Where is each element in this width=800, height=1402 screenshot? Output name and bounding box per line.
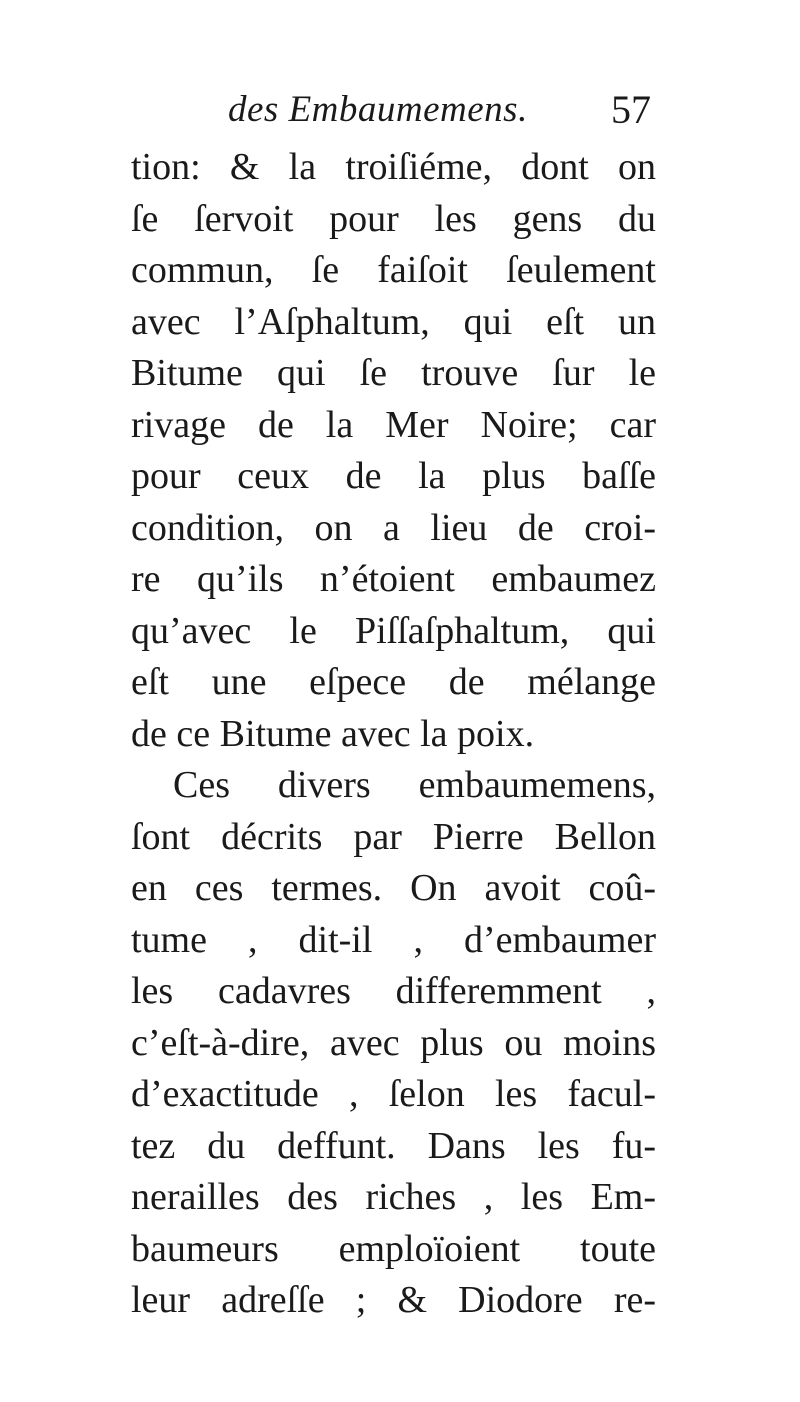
text-line: baumeurs emploïoient toute [131, 1227, 656, 1270]
text-line: re qu’ils n’étoient embaumez [131, 558, 656, 600]
text-line: rivage de la Mer Noire; car [131, 403, 656, 446]
paragraph-end-line: de ce Bitume avec la poix. [131, 712, 535, 755]
text-line: ſont décrits par Pierre Bellon [131, 815, 656, 858]
text-line: en ces termes. On avoit coû- [131, 867, 656, 909]
text-line: leur adreſſe ; & Diodore re- [131, 1279, 656, 1321]
text-line: qu’avec le Piſſaſphaltum, qui [131, 609, 656, 652]
text-line: tion: & la troiſiéme, dont on [131, 146, 656, 188]
text-line: nerailles des riches , les Em- [131, 1176, 656, 1218]
text-line: avec l’Aſphaltum, qui eſt un [131, 300, 656, 343]
page-number: 57 [611, 87, 651, 132]
text-line: tume , dit-il , d’embaumer [131, 918, 656, 961]
text-line: Bitume qui ſe trouve ſur le [131, 352, 656, 394]
running-head [130, 88, 655, 138]
body-text [131, 142, 656, 1327]
text-line: les cadavres differemment , [131, 970, 656, 1012]
text-line: ſe ſervoit pour les gens du [131, 197, 656, 240]
text-line: pour ceux de la plus baſſe [131, 455, 656, 497]
text-line: condition, on a lieu de croi- [131, 506, 656, 549]
running-head-title: des Embaumemens. [228, 89, 528, 130]
text-line: c’eſt-à-dire, avec plus ou moins [131, 1021, 656, 1064]
text-line: commun, ſe faiſoit ſeulement [131, 249, 656, 291]
paragraph-start-line: Ces divers embaumemens, [173, 764, 656, 806]
text-line: eſt une eſpece de mélange [131, 661, 656, 703]
text-line: tez du deffunt. Dans les fu- [131, 1124, 656, 1167]
text-line: d’exactitude , ſelon les facul- [131, 1073, 656, 1115]
